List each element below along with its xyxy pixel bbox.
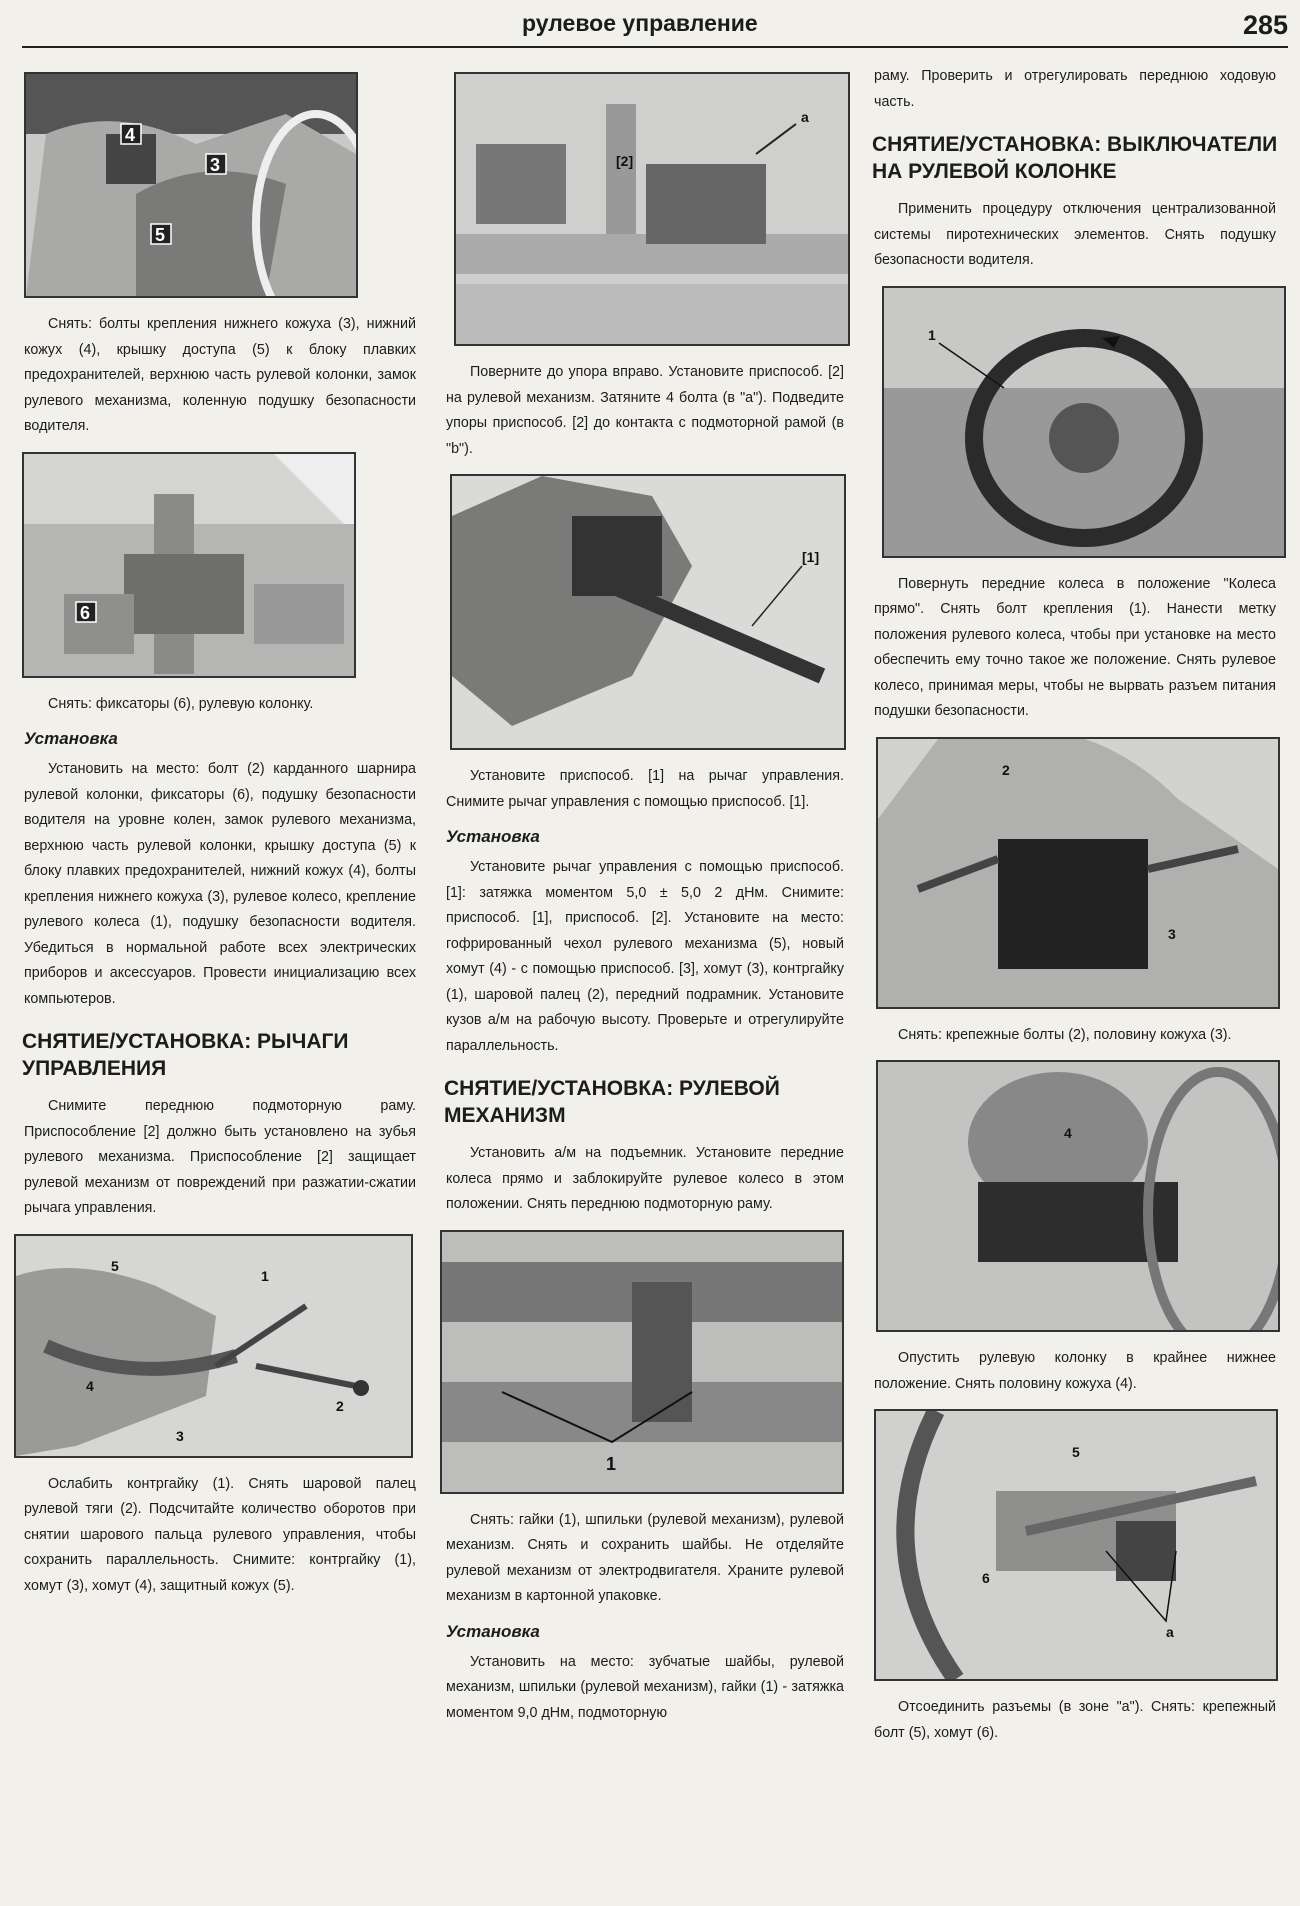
retainers-photo: [24, 454, 354, 676]
lever-tool-photo: [452, 476, 844, 748]
section-heading-steering-gear: СНЯТИЕ/УСТАНОВКА: РУЛЕВОЙ МЕХАНИЗМ: [444, 1077, 780, 1127]
caption-cover-half: Опустить рулевую колонку в крайнее нижнее положение. Снять половину кожуха (4).: [874, 1350, 1276, 1392]
section-heading-control-arms: СНЯТИЕ/УСТАНОВКА: РЫЧАГИ УПРАВЛЕНИЯ: [22, 1030, 349, 1080]
steering-wheel-photo: [884, 288, 1284, 556]
ball-joint-photo: [16, 1236, 411, 1456]
label-4: 4: [1064, 1125, 1072, 1141]
label-5: 5: [155, 225, 166, 245]
label-1: 1: [606, 1453, 617, 1474]
caption-column-cover: Снять: крепежные болты (2), половину кожуха (3).: [898, 1026, 1232, 1043]
cover-half-photo: [878, 1062, 1278, 1330]
label-3: 3: [210, 155, 221, 175]
figure-ball-joint: [14, 1234, 413, 1458]
label-5: 5: [1072, 1444, 1080, 1460]
paragraph-steering-gear: Установить а/м на подъемник. Установите передние колеса прямо и заблокируйте рулевое колесо в этом положении. Снять переднюю подмоторную раму.: [446, 1145, 844, 1212]
subheading-installation-2: Установка: [446, 827, 540, 846]
label-tool-1: [1]: [802, 549, 820, 565]
figure-connectors: [874, 1409, 1278, 1681]
figure-retainers: [22, 452, 356, 678]
caption-lower-cover: Снять: болты крепления нижнего кожуха (3), нижний кожух (4), крышку доступа (5) к блоку плавких предохранителей, верхнюю часть рулевой колонки, замок рулевого механизма, коленную подушку безопасности водителя.: [24, 316, 416, 434]
caption-steering-gear-nuts: Снять: гайки (1), шпильки (рулевой механизм), рулевой механизм. Снять и сохранить шайбы. Не отделяйте рулевой механизм от электродвигателя. Храните рулевой механизм в картонной упаковке.: [446, 1511, 844, 1604]
running-title: рулевое управление: [522, 10, 758, 36]
steering-gear-photo: [442, 1232, 842, 1492]
caption-steering-wheel: Повернуть передние колеса в положение "Колеса прямо". Снять болт крепления (1). Нанести метку положения рулевого колеса, чтобы при установке на место обеспечить ему точно такое же положение. Снять рулевое колесо, принимая меры, чтобы не вырвать разъем питания подушки безопасности.: [874, 575, 1276, 719]
page-number: 285: [1242, 10, 1288, 40]
label-5: 5: [111, 1257, 119, 1274]
figure-steering-gear-nuts: [440, 1230, 844, 1494]
label-a: a: [1166, 1624, 1174, 1640]
figure-column-cover: [876, 737, 1280, 1009]
label-4: 4: [86, 1377, 94, 1394]
subheading-installation-3: Установка: [446, 1621, 540, 1641]
subheading-installation-1: Установка: [24, 729, 118, 748]
column-cover-photo: [878, 739, 1278, 1007]
paragraph-installation-3: Установить на место: зубчатые шайбы, рулевой механизм, шпильки (рулевой механизм), гайки (1) - затяжка моментом 9,0 дНм, подмоторную: [446, 1653, 844, 1721]
caption-lever-tool: Установите приспособ. [1] на рычаг управления. Снимите рычаг управления с помощью приспособ. [1].: [446, 768, 844, 810]
column-2: [440, 72, 850, 1738]
paragraph-installation-2: Установите рычаг управления с помощью приспособ. [1]: затяжка моментом 5,0 ± 5,0 2 дНм. Снимите: приспособ. [1], приспособ. [2]. Установите на место: гофрированный чехол рулевого механизма (5), новый хомут (4) - с помощью приспособ. [3], хомут (3), контргайку (1), шаровой палец (2), передний подрамник. Установите кузов а/м на рабочую высоту. Проверьте и отрегулируйте параллельность.: [446, 859, 844, 1054]
paragraph-control-arms: Снимите переднюю подмоторную раму. Приспособление [2] должно быть установлено на зубья рулевого механизма. Приспособление [2] защищает рулевой механизм от повреждений при разжатии-сжатии рычага управления.: [24, 1098, 416, 1216]
caption-retainers: Снять: фиксаторы (6), рулевую колонку.: [48, 695, 314, 712]
label-1: 1: [261, 1267, 269, 1284]
figure-cover-half: [876, 1060, 1280, 1332]
paragraph-column-switches: Применить процедуру отключения централизованной системы пиротехнических элементов. Снять подушку безопасности водителя.: [874, 201, 1276, 268]
label-3: 3: [176, 1427, 184, 1444]
figure-steering-wheel: [882, 286, 1286, 558]
label-2: 2: [1002, 761, 1010, 778]
section-heading-column-switches: СНЯТИЕ/УСТАНОВКА: ВЫКЛЮЧАТЕЛИ НА РУЛЕВОЙ КОЛОНКЕ: [872, 133, 1278, 183]
caption-ball-joint: Ослабить контргайку (1). Снять шаровой палец рулевой тяги (2). Подсчитайте количество оборотов при снятии шарового пальца рулевого управления, чтобы сохранить параллельность. Снимите: контргайку (1), хомут (3), хомут (4), защитный кожух (5).: [24, 1475, 416, 1594]
page-header: [22, 6, 1288, 48]
figure-lower-cover: [24, 72, 358, 298]
tool-install-photo: [456, 74, 848, 344]
label-tool-2: [2]: [616, 153, 634, 169]
label-6: 6: [80, 602, 91, 623]
figure-lever-tool: [450, 474, 846, 750]
paragraph-continued: раму. Проверить и отрегулировать переднюю ходовую часть.: [874, 68, 1276, 110]
label-2: 2: [336, 1397, 344, 1414]
label-a: a: [801, 109, 809, 125]
label-4: 4: [125, 125, 136, 145]
column-1: [18, 72, 422, 1611]
column-3: [868, 68, 1282, 1758]
lower-cover-photo: [26, 74, 356, 296]
caption-tool-install: Поверните до упора вправо. Установите приспособ. [2] на рулевой механизм. Затяните 4 болта (в "a"). Подведите упоры приспособ. [2] до контакта с подмоторной рамой (в "b").: [446, 364, 844, 457]
caption-connectors: Отсоединить разъемы (в зоне "a"). Снять: крепежный болт (5), хомут (6).: [874, 1699, 1276, 1741]
figure-tool-install: [454, 72, 850, 346]
connectors-photo: [876, 1411, 1276, 1679]
label-3: 3: [1168, 925, 1176, 942]
label-6: 6: [982, 1570, 990, 1586]
label-1: 1: [928, 326, 936, 343]
paragraph-installation-1: Установить на место: болт (2) карданного шарнира рулевой колонки, фиксаторы (6), подушку безопасности водителя на уровне колен, замок рулевого механизма, верхнюю часть рулевой колонки, крышку доступа (5) к блоку плавких предохранителей, нижний кожух (4), болты крепления нижнего кожуха (3), рулевое колесо, крепление рулевого колеса (1), подушку безопасности водителя. Убедиться в нормальной работе всех электрических приборов и аксессуаров. Провести инициализацию всех компьютеров.: [24, 761, 416, 1007]
